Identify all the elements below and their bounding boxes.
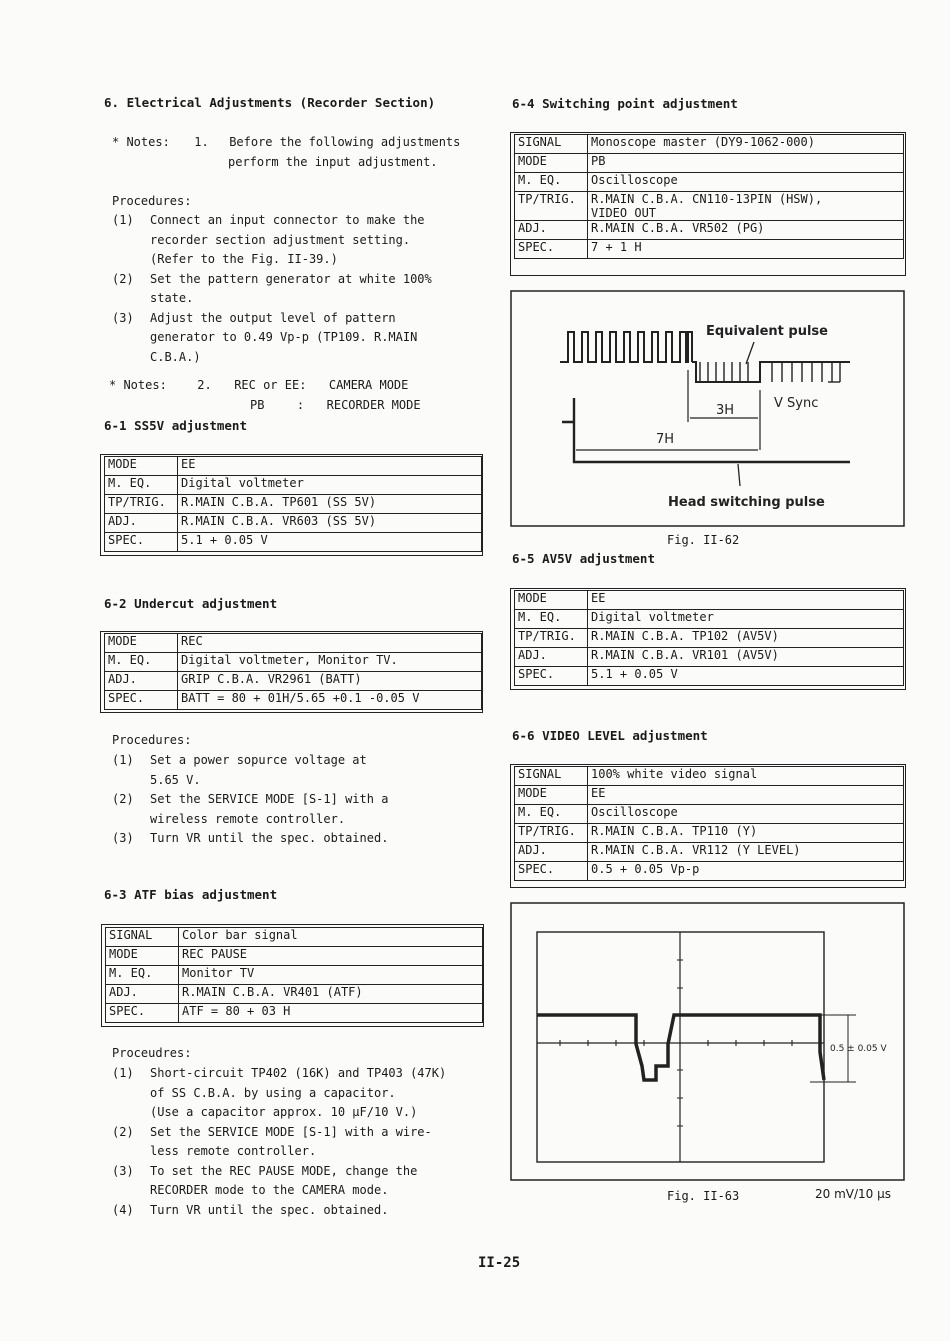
spec-value: [588, 154, 904, 173]
procedure-number: (2): [112, 271, 134, 286]
spec-row: [106, 966, 483, 985]
spec-key: SPEC.: [105, 533, 178, 552]
procedure-text: Turn VR until the spec. obtained.: [150, 831, 389, 845]
spec-value: [588, 610, 904, 629]
procedure-line: [112, 790, 388, 810]
procedure-text: 5.65 V.: [150, 772, 201, 787]
serrations: [700, 362, 832, 382]
s62-procedures-list: [112, 751, 388, 849]
s64-spec-table: [514, 134, 904, 259]
3h-label: 3H: [716, 403, 735, 418]
procedure-text: Connect an input connector to make the: [150, 213, 425, 227]
spec-row: [106, 928, 483, 947]
spec-value: [179, 928, 483, 947]
spec-row: [515, 805, 904, 824]
procedure-number: (1): [112, 1066, 134, 1080]
notes-2: [109, 376, 408, 396]
spec-row: [105, 672, 482, 691]
spec-value-line: R.MAIN C.B.A. TP110 (Y): [591, 824, 758, 838]
pb-mode: RECORDER MODE: [326, 398, 421, 412]
notes-label: * Notes:: [112, 135, 170, 149]
spec-value-line: ATF = 80 + 03 H: [182, 1004, 291, 1018]
procedure-line: [112, 1201, 446, 1221]
spec-row: [106, 985, 483, 1004]
spec-row: [515, 629, 904, 648]
spec-key: ADJ.: [515, 221, 588, 240]
head-switching-pointer: [738, 464, 740, 486]
spec-value: [178, 533, 482, 552]
section-heading: 6. Electrical Adjustments (Recorder Section): [104, 95, 436, 110]
procedure-text: state.: [150, 291, 194, 305]
spec-value: [178, 634, 482, 653]
spec-value-line: Monitor TV: [182, 966, 255, 980]
spec-row: [515, 591, 904, 610]
procedure-line: [112, 1064, 446, 1084]
spec-value: [588, 240, 904, 259]
spec-key: MODE: [105, 457, 178, 476]
spec-row: [105, 691, 482, 710]
procedure-text: (Refer to the Fig. II-39.): [150, 252, 338, 266]
spec-value: [588, 767, 904, 786]
spec-value-line: R.MAIN C.B.A. VR112 (Y LEVEL): [591, 843, 801, 857]
spec-value-line: R.MAIN C.B.A. VR502 (PG): [591, 221, 765, 235]
spec-value: [179, 966, 483, 985]
spec-key: M. EQ.: [515, 610, 588, 629]
spec-key: M. EQ.: [105, 653, 178, 672]
spec-value: [588, 629, 904, 648]
s62-spec-table: [104, 633, 482, 710]
rec-ee-label: REC or EE:: [234, 378, 307, 392]
spec-row: [515, 786, 904, 805]
s62-procedures-label: Procedures:: [112, 733, 192, 747]
s61-spec-table: [104, 456, 482, 552]
s63-heading: 6-3 ATF bias adjustment: [104, 887, 278, 902]
notes-2-pb: [250, 396, 421, 416]
procedure-number: (3): [112, 1163, 134, 1178]
spec-value: [179, 947, 483, 966]
s62-heading: 6-2 Undercut adjustment: [104, 596, 278, 611]
procedure-line: [112, 771, 388, 791]
page-number: II-25: [478, 1255, 521, 1271]
spec-row: [105, 634, 482, 653]
spec-value-line: Digital voltmeter: [591, 610, 714, 624]
spec-row: [515, 610, 904, 629]
spec-row: [515, 824, 904, 843]
procedure-text: recorder section adjustment setting.: [150, 232, 411, 247]
spec-value: [588, 192, 904, 221]
procedure-line: [112, 250, 432, 270]
equivalent-pulse-pointer: [746, 342, 754, 364]
procedure-line: [112, 1103, 446, 1123]
spec-value-line: 100% white video signal: [591, 767, 758, 781]
procedure-line: [112, 211, 432, 231]
spec-key: MODE: [515, 591, 588, 610]
procedure-text: generator to 0.49 Vp-p (TP109. R.MAIN: [150, 330, 418, 344]
s65-heading: 6-5 AV5V adjustment: [512, 551, 655, 566]
procedure-text: Set the SERVICE MODE [S-1] with a wire-: [150, 1124, 432, 1139]
s63-procedures-list: [112, 1064, 446, 1220]
procedure-text: Set the pattern generator at white 100%: [150, 271, 432, 286]
s63-procedures-label: Proceudres:: [112, 1046, 192, 1060]
spec-row: [515, 648, 904, 667]
spec-key: MODE: [105, 634, 178, 653]
notes-number: 2.: [197, 378, 212, 392]
spec-key: SIGNAL: [106, 928, 179, 947]
spec-key: M. EQ.: [515, 173, 588, 192]
s63-spec-table: [105, 927, 483, 1023]
spec-value-line: EE: [591, 786, 606, 800]
procedure-number: (2): [112, 792, 134, 806]
procedure-text: Short-circuit TP402 (16K) and TP403 (47K): [150, 1066, 447, 1080]
spec-row: [515, 862, 904, 881]
procedure-text: of SS C.B.A. by using a capacitor.: [150, 1085, 396, 1100]
procedure-line: [112, 829, 388, 849]
pb-label: PB: [250, 398, 265, 412]
spec-row: [106, 947, 483, 966]
procedure-line: [112, 751, 388, 771]
spec-key: SPEC.: [105, 691, 178, 710]
spec-value: [178, 495, 482, 514]
equivalent-pulse-train: [560, 332, 692, 362]
spec-value: [588, 843, 904, 862]
spec-row: [105, 533, 482, 552]
spec-key: TP/TRIG.: [515, 629, 588, 648]
s65-spec-table: [514, 590, 904, 686]
spec-key: SPEC.: [106, 1004, 179, 1023]
spec-value-line: R.MAIN C.B.A. VR101 (AV5V): [591, 648, 779, 662]
procedures-list: [112, 211, 432, 367]
7h-label: 7H: [656, 432, 675, 447]
spec-value: [179, 1004, 483, 1023]
spec-value: [178, 691, 482, 710]
spec-value-line: Digital voltmeter: [181, 476, 304, 490]
s66-heading: 6-6 VIDEO LEVEL adjustment: [512, 728, 708, 743]
spec-key: M. EQ.: [106, 966, 179, 985]
procedure-line: [112, 1142, 446, 1162]
spec-value: [588, 135, 904, 154]
procedure-number: (1): [112, 753, 134, 767]
procedure-line: [112, 231, 432, 251]
fig-62-waveform: [510, 290, 906, 528]
spec-row: [105, 514, 482, 533]
procedure-text: less remote controller.: [150, 1144, 317, 1158]
spec-value: [588, 648, 904, 667]
spec-value-line: Digital voltmeter, Monitor TV.: [181, 653, 398, 667]
procedure-text: (Use a capacitor approx. 10 µF/10 V.): [150, 1105, 418, 1119]
spec-value: [588, 173, 904, 192]
spec-value-line: R.MAIN C.B.A. TP102 (AV5V): [591, 629, 779, 643]
procedure-line: [112, 810, 388, 830]
procedures-label: Procedures:: [112, 194, 192, 208]
procedure-line: [112, 270, 432, 290]
pb-separator: :: [296, 398, 305, 412]
spec-row: [515, 173, 904, 192]
notes-text: Before the following adjustments: [229, 135, 461, 149]
spec-value: [588, 862, 904, 881]
spec-key: SIGNAL: [515, 135, 588, 154]
equivalent-pulse-label: Equivalent pulse: [706, 324, 828, 339]
spec-value-line: PB: [591, 154, 606, 168]
spec-row: [106, 1004, 483, 1023]
spec-row: [105, 476, 482, 495]
spec-value-line: R.MAIN C.B.A. VR401 (ATF): [182, 985, 363, 999]
spec-value: [588, 667, 904, 686]
spec-value-line: BATT = 80 + 01H/5.65 +0.1 -0.05 V: [181, 691, 420, 705]
spec-row: [515, 154, 904, 173]
procedure-line: [112, 1162, 446, 1182]
procedure-text: RECORDER mode to the CAMERA mode.: [150, 1183, 389, 1197]
procedure-text: Set a power sopurce voltage at: [150, 753, 367, 767]
spec-key: SPEC.: [515, 240, 588, 259]
spec-row: [105, 457, 482, 476]
spec-row: [515, 240, 904, 259]
spec-key: MODE: [515, 786, 588, 805]
fig-63-scale: 20 mV/10 µs: [815, 1187, 891, 1201]
s61-heading: 6-1 SS5V adjustment: [104, 418, 247, 433]
spec-value-line: EE: [181, 457, 196, 471]
notes-number: 1.: [194, 135, 209, 149]
spec-value: [588, 591, 904, 610]
spec-row: [105, 495, 482, 514]
spec-value: [588, 805, 904, 824]
level-label: 0.5 ± 0.05 V: [830, 1044, 887, 1054]
spec-value: [179, 985, 483, 1004]
procedure-text: C.B.A.): [150, 349, 201, 364]
procedure-line: [112, 309, 432, 329]
spec-value-line: 7 + 1 H: [591, 240, 642, 254]
spec-value-line: R.MAIN C.B.A. TP601 (SS 5V): [181, 495, 377, 509]
procedure-text: To set the REC PAUSE MODE, change the: [150, 1163, 418, 1178]
procedure-text: Turn VR until the spec. obtained.: [150, 1202, 389, 1217]
spec-value-line: REC: [181, 634, 203, 648]
spec-value: [178, 457, 482, 476]
spec-value-line: Oscilloscope: [591, 173, 678, 187]
spec-key: SPEC.: [515, 667, 588, 686]
spec-value: [178, 672, 482, 691]
spec-value-line: Color bar signal: [182, 928, 298, 942]
spec-key: M. EQ.: [105, 476, 178, 495]
spec-key: ADJ.: [105, 514, 178, 533]
spec-key: SPEC.: [515, 862, 588, 881]
spec-key: SIGNAL: [515, 767, 588, 786]
procedure-text: wireless remote controller.: [150, 811, 346, 826]
procedure-line: [112, 1123, 446, 1143]
procedure-number: (4): [112, 1202, 134, 1217]
spec-value-line: R.MAIN C.B.A. VR603 (SS 5V): [181, 514, 377, 528]
fig-62-caption: Fig. II-62: [667, 533, 740, 547]
spec-value: [588, 221, 904, 240]
fig-63-scope: [510, 902, 906, 1182]
spec-row: [515, 843, 904, 862]
spec-key: MODE: [106, 947, 179, 966]
spec-key: M. EQ.: [515, 805, 588, 824]
spec-row: [105, 653, 482, 672]
spec-key: MODE: [515, 154, 588, 173]
spec-value-line: Oscilloscope: [591, 805, 678, 819]
spec-key: TP/TRIG.: [105, 495, 178, 514]
fig-63-caption: Fig. II-63: [667, 1189, 740, 1203]
procedure-line: [112, 328, 432, 348]
procedure-text: Adjust the output level of pattern: [150, 310, 396, 325]
spec-value-line: REC PAUSE: [182, 947, 248, 961]
spec-key: ADJ.: [105, 672, 178, 691]
notes-1: [112, 133, 460, 153]
spec-key: ADJ.: [106, 985, 179, 1004]
spec-row: [515, 135, 904, 154]
spec-value-line: VIDEO OUT: [591, 206, 657, 220]
spec-value: [178, 476, 482, 495]
spec-key: ADJ.: [515, 843, 588, 862]
procedure-number: (2): [112, 1124, 134, 1139]
spec-value-line: EE: [591, 591, 606, 605]
procedure-line: [112, 1181, 446, 1201]
s64-heading: 6-4 Switching point adjustment: [512, 96, 738, 111]
spec-value: [588, 786, 904, 805]
spec-value-line: 0.5 + 0.05 Vp-p: [591, 862, 700, 876]
spec-key: ADJ.: [515, 648, 588, 667]
spec-row: [515, 767, 904, 786]
spec-value: [588, 824, 904, 843]
procedure-line: [112, 289, 432, 309]
v-sync-label: V Sync: [774, 396, 819, 411]
spec-key: TP/TRIG.: [515, 824, 588, 843]
procedure-number: (3): [112, 831, 134, 845]
notes-label: * Notes:: [109, 378, 167, 392]
notes-1-continued: perform the input adjustment.: [228, 155, 438, 169]
spec-value: [178, 653, 482, 672]
spec-row: [515, 221, 904, 240]
spec-value: [178, 514, 482, 533]
rec-ee-mode: CAMERA MODE: [328, 378, 409, 392]
spec-value-line: 5.1 + 0.05 V: [591, 667, 678, 681]
spec-row: [515, 667, 904, 686]
procedure-line: [112, 1084, 446, 1104]
spec-row: [515, 192, 904, 221]
procedure-line: [112, 348, 432, 368]
spec-value-line: 5.1 + 0.05 V: [181, 533, 268, 547]
head-switching-label: Head switching pulse: [668, 495, 825, 510]
procedure-number: (1): [112, 213, 134, 227]
spec-value-line: GRIP C.B.A. VR2961 (BATT): [181, 672, 362, 686]
spec-value-line: R.MAIN C.B.A. CN110-13PIN (HSW),: [591, 192, 823, 206]
procedure-number: (3): [112, 310, 134, 325]
spec-value-line: Monoscope master (DY9-1062-000): [591, 135, 815, 149]
s66-spec-table: [514, 766, 904, 881]
spec-key: TP/TRIG.: [515, 192, 588, 221]
procedure-text: Set the SERVICE MODE [S-1] with a: [150, 792, 389, 806]
